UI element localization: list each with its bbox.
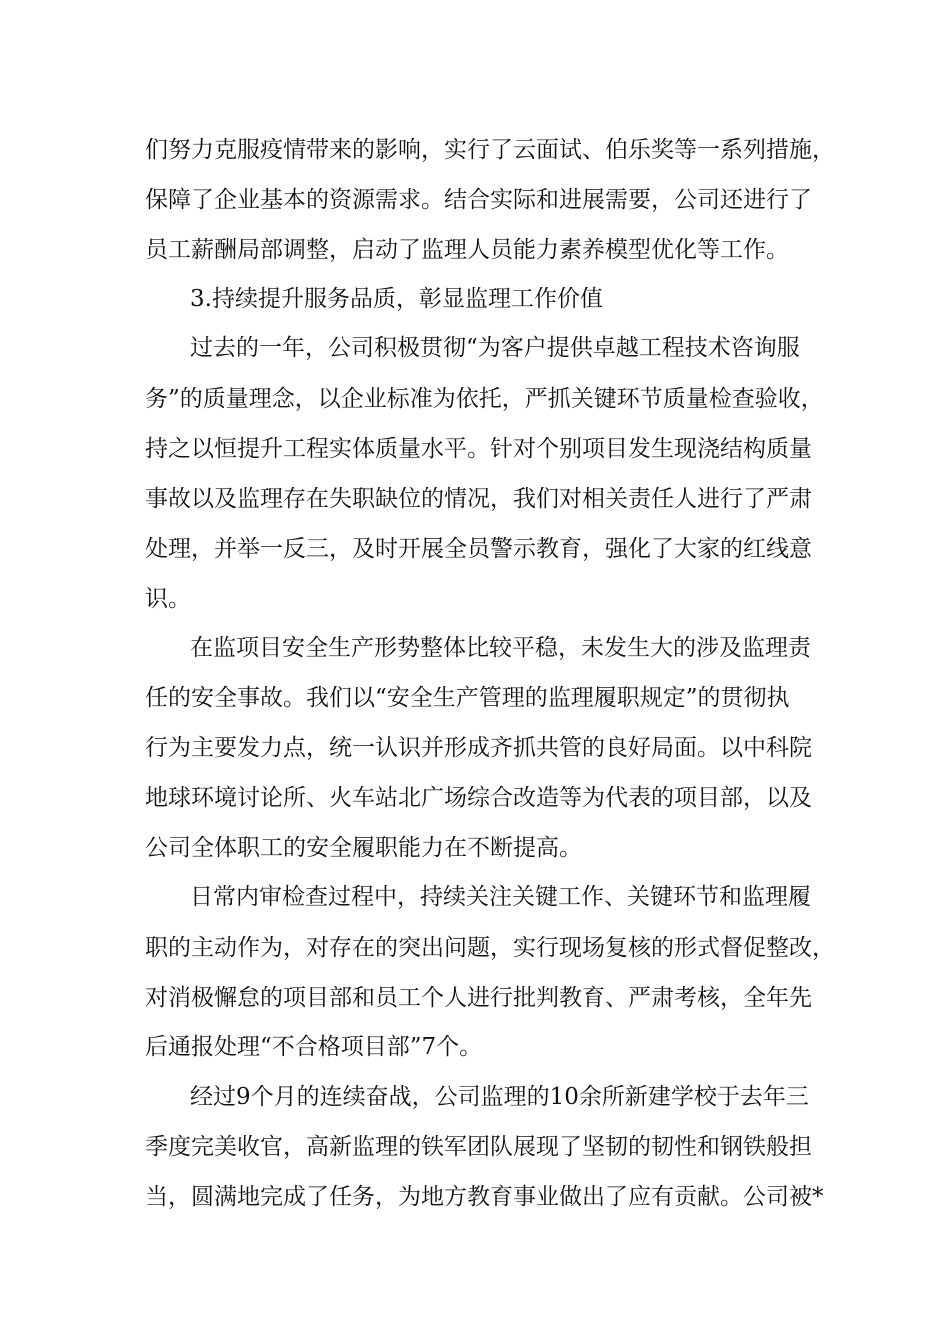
text-line-content: 保障了企业基本的资源需求。结合实际和进展需要，公司还进行了 [145, 187, 812, 213]
text-line-content: 事故以及监理存在失职缺位的情况，我们对相关责任人进行了严肃 [145, 486, 812, 512]
text-line [0, 623, 950, 673]
text-line-content: 对消极懈怠的项目部和员工个人进行批判教育、严肃考核，全年先 [145, 985, 812, 1011]
text-line-content: 公司全体职工的安全履职能力在不断提高。 [145, 835, 582, 861]
text-line-content: 处理，并举一反三，及时开展全员警示教育，强化了大家的红线意 [145, 536, 812, 562]
section-heading [0, 274, 950, 324]
text-line-content: 季度完美收官，高新监理的铁军团队展现了坚韧的韧性和钢铁般担 [145, 1134, 812, 1160]
text-line [0, 973, 950, 1023]
section-heading-text: 3.持续提升服务品质，彰显监理工作价值 [190, 286, 603, 312]
text-line [0, 1022, 950, 1072]
text-line-content: 员工薪酬局部调整，启动了监理人员能力素养模型优化等工作。 [145, 237, 789, 263]
text-line-content: 行为主要发力点，统一认识并形成齐抓共管的良好局面。以中科院 [145, 735, 812, 761]
text-line-content: 持之以恒提升工程实体质量水平。针对个别项目发生现浇结构质量 [145, 436, 812, 462]
text-line [0, 1122, 950, 1172]
text-line-content: 日常内审检查过程中，持续关注关键工作、关键环节和监理履 [190, 884, 811, 910]
text-line-content: 经过9个月的连续奋战，公司监理的10余所新建学校于去年三 [190, 1084, 809, 1110]
text-line-content: 在监项目安全生产形势整体比较平稳，未发生大的涉及监理责 [190, 635, 811, 661]
text-line [0, 424, 950, 474]
text-line [0, 574, 950, 624]
text-line [0, 225, 950, 275]
text-line-content: 务”的质量理念，以企业标准为依托，严抓关键环节质量检查验收， [145, 386, 824, 412]
text-line [0, 823, 950, 873]
text-line [0, 773, 950, 823]
text-line [0, 723, 950, 773]
text-line-content: 们努力克服疫情带来的影响，实行了云面试、伯乐奖等一系列措施， [145, 137, 835, 163]
text-line-content: 识。 [145, 586, 191, 612]
text-line-content: 当，圆满地完成了任务，为地方教育事业做出了应有贡献。公司被* [145, 1184, 824, 1210]
text-line [0, 474, 950, 524]
text-line [0, 1072, 950, 1122]
text-line-content: 任的安全事故。我们以“安全生产管理的监理履职规定”的贯彻执 [145, 685, 790, 711]
text-line [0, 923, 950, 973]
text-line [0, 125, 950, 175]
text-line-content: 过去的一年，公司积极贯彻“为客户提供卓越工程技术咨询服 [190, 335, 800, 361]
text-line-content: 职的主动作为，对存在的突出问题，实行现场复核的形式督促整改， [145, 935, 835, 961]
text-line [0, 374, 950, 424]
text-line-content: 后通报处理“不合格项目部”7个。 [145, 1034, 483, 1060]
text-line [0, 1172, 950, 1222]
text-line-content: 地球环境讨论所、火车站北广场综合改造等为代表的项目部，以及 [145, 785, 812, 811]
text-line [0, 524, 950, 574]
text-line [0, 673, 950, 723]
text-line [0, 872, 950, 922]
text-line [0, 323, 950, 373]
text-line [0, 175, 950, 225]
